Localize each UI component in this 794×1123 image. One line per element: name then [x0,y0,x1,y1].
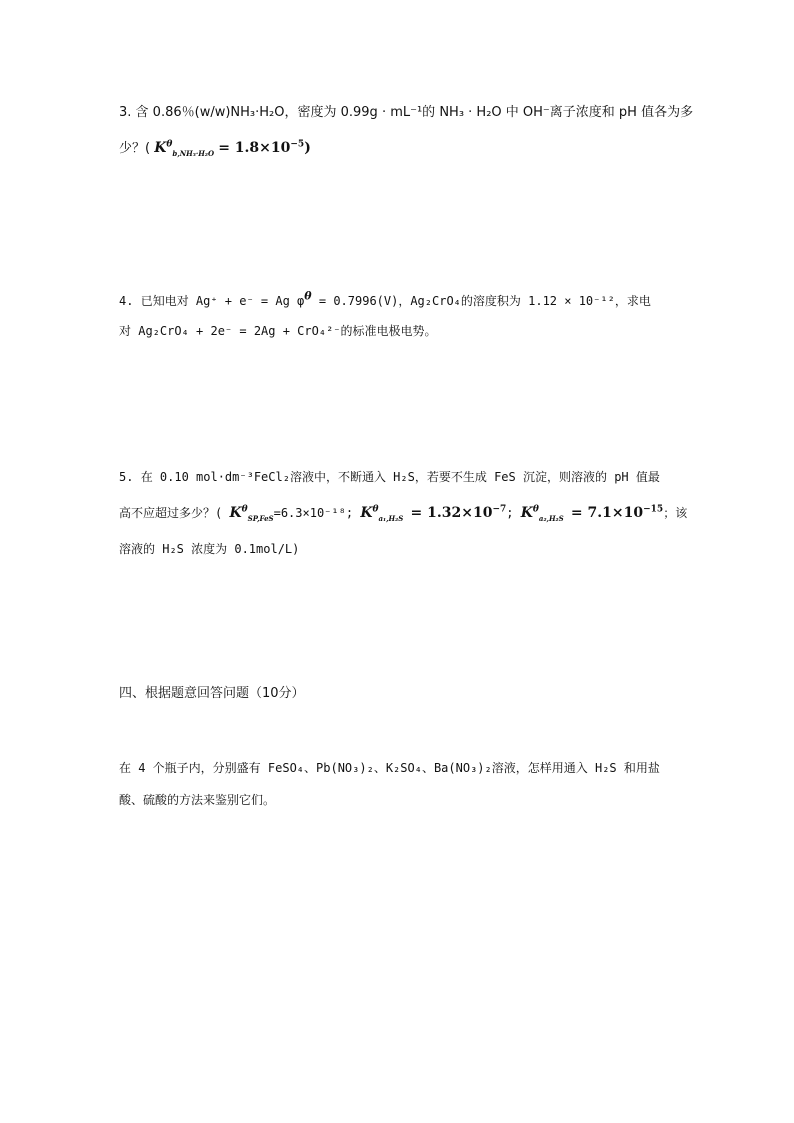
q5-ksp-value: =6.3×10⁻¹⁸; [273,506,354,520]
section4-heading: 四、根据题意回答问题（10分） [119,686,305,701]
q4-line-1: 4. 已知电对 Ag⁺ + e⁻ = Ag $\varphi^\theta = 0.7996(V)$，Ag₂CrO₄的溶度积为 1.12 × 10⁻¹²，求电 [119,289,651,308]
q3-line-1: 3. 含 0.86％(w/w)NH₃·H₂O，密度为 0.99g · mL⁻¹的 NH₃ · H₂O 中 OH⁻离子浓度和 pH 值各为多 [119,105,694,120]
q4-line2-text: 对 Ag₂CrO₄ + 2e⁻ = 2Ag + CrO₄²⁻的标准电极电势。 [119,324,437,338]
q4-line1-text-b: = 0.7996(V)，Ag₂CrO₄的溶度积为 1.12 × 10⁻¹²，求电 [311,294,651,308]
q4-line1-text: 已知电对 Ag⁺ + e⁻ = Ag φ [140,294,305,308]
q5-ksp-symbol: $K^\theta_{SP,FeS}$ [229,504,274,523]
q5-ka1-symbol: $K^\theta_{a_1,H_2S}$ [360,504,404,523]
q5-line3-text: 溶液的 H₂S 浓度为 0.1mol/L) [119,542,300,556]
q5-line-1: 5. 在 0.10 mol·dm⁻³FeCl₂溶液中，不断通入 H₂S，若要不生成 FeS 沉淀，则溶液的 pH 值最 [119,470,660,484]
q4-line-2 [119,321,679,341]
q3-constant: $K^\theta_{b,NH_3\cdot H_2O}$ [154,139,215,158]
q5-ka2-value: = $7.1\times 10^{-15}$ [570,504,664,521]
q5-number: 5 [119,470,127,484]
q3-line-2: 少？( $K^\theta_{b,NH_3\cdot H_2O} = 1.8\times 10^{-5}$) [119,139,311,158]
q3-text-a: 含 0.86％(w/w)NH₃·H₂O，密度为 0.99g · mL⁻¹的 NH₃ · H₂O 中 OH⁻离子浓度和 pH 值各为多 [135,105,694,120]
q5-line1-text: 在 0.10 mol·dm⁻³FeCl₂溶液中，不断通入 H₂S，若要不生成 FeS 沉淀，则溶液的 pH 值最 [140,470,660,484]
q5-line2-end: ；该 [663,506,688,520]
q3-text-b: 少？ [119,141,146,156]
q4-number: 4 [119,294,127,308]
q5-ka1-value: = $1.32\times 10^{-7}$ [410,504,507,521]
q3-number: 3 [119,105,128,120]
q5-ka2-symbol: $K^\theta_{a_2,H_2S}$ [520,504,564,523]
q3-constant-value: = $1.8\times 10^{-5}$) [218,139,311,156]
q5-line-3 [119,539,679,559]
q4-theta-symbol: θ [304,289,312,303]
q5-line-2: 高不应超过多少？( $K^\theta_{SP,FeS}=6.3\times 10^{-18}$; $K^\theta_{a_1,H_2S} = 1.32\times 10^{-7}$; $K^\theta_{a_2,H_2S} = 7.1\times 10^{-15}$；该 [119,504,688,523]
q5-line2-a: 高不应超过多少？( [119,506,223,520]
section4-line-2: 酸、硫酸的方法来鉴别它们。 [119,793,276,807]
section4-line-1: 在 4 个瓶子内，分别盛有 FeSO₄、Pb(NO₃)₂、K₂SO₄、Ba(NO₃)₂溶液，怎样用通入 H₂S 和用盐 [119,761,660,775]
